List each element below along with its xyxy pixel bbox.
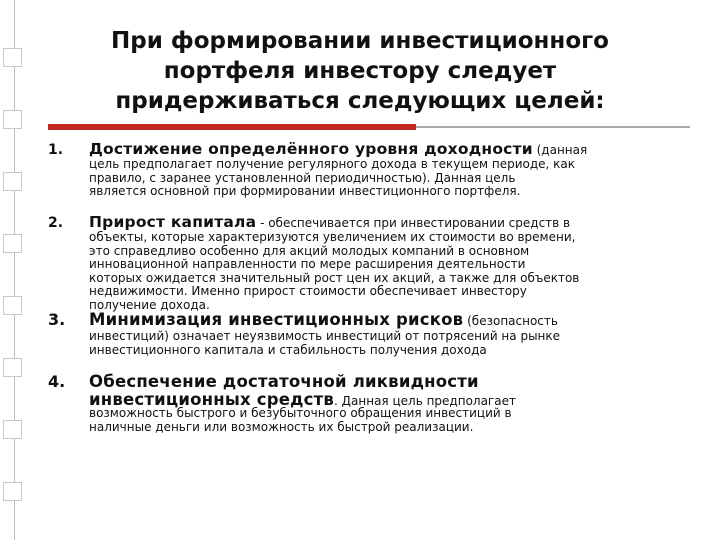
item-number: 1. xyxy=(48,142,64,158)
item-body: возможность быстрого и безубыточного обращения инвестиций в наличные деньги или возможность их быстрой реализации. xyxy=(89,406,512,434)
item-number: 4. xyxy=(48,372,66,391)
item-heading xyxy=(89,140,587,158)
square-4 xyxy=(3,234,22,253)
title-underline-red xyxy=(48,124,416,130)
left-decorative-rule xyxy=(14,0,15,540)
item-number: 3. xyxy=(48,310,66,329)
item-heading-text: Достижение определённого уровня доходности xyxy=(89,140,533,158)
item-heading: Обеспечение достаточной ликвидности xyxy=(89,372,479,391)
item-body: инвестиций) означает неуязвимость инвестиций от потрясений на рынке инвестиционного капитала и стабильность получения дохода xyxy=(89,329,561,357)
item-number: 2. xyxy=(48,215,64,231)
item-body: цель предполагает получение регулярного дохода в текущем периоде, как правило, с заранее установленной периодичностью). Данная цель является основной при формировании инвестиционного портфеля. xyxy=(89,157,575,198)
square-6 xyxy=(3,358,22,377)
item-inline-text: (данная xyxy=(532,143,588,157)
item-heading-text: инвестиционных средств xyxy=(89,390,335,409)
item-inline-text: (безопасность xyxy=(463,314,558,328)
square-1 xyxy=(3,48,22,67)
title-underline-gray xyxy=(416,126,690,128)
square-5 xyxy=(3,296,22,315)
square-7 xyxy=(3,420,22,439)
item-heading xyxy=(89,213,570,231)
item-inline-text: - обеспечивается при инвестировании средств в xyxy=(256,216,571,230)
item-heading-text: Минимизация инвестиционных рисков xyxy=(89,310,464,329)
item-inline-text: . Данная цель предполагает xyxy=(334,394,516,408)
item-heading-text: Прирост капитала xyxy=(89,213,257,231)
item-heading xyxy=(89,310,558,329)
square-3 xyxy=(3,172,22,191)
square-2 xyxy=(3,110,22,129)
square-8 xyxy=(3,482,22,501)
page-title: При формировании инвестиционного портфеля инвестору следует придерживаться следующих целей: xyxy=(111,28,609,114)
item-body: объекты, которые характеризуются увеличением их стоимости во времени, это справедливо особенно для акций молодых компаний в основном инновационной направленности по мере расширения деятельности которых ожидается значительный рост цен их акций, а также для объектов недвижимости. Именно прирост стоимости обеспечивает инвестору получение дохода. xyxy=(89,230,580,312)
